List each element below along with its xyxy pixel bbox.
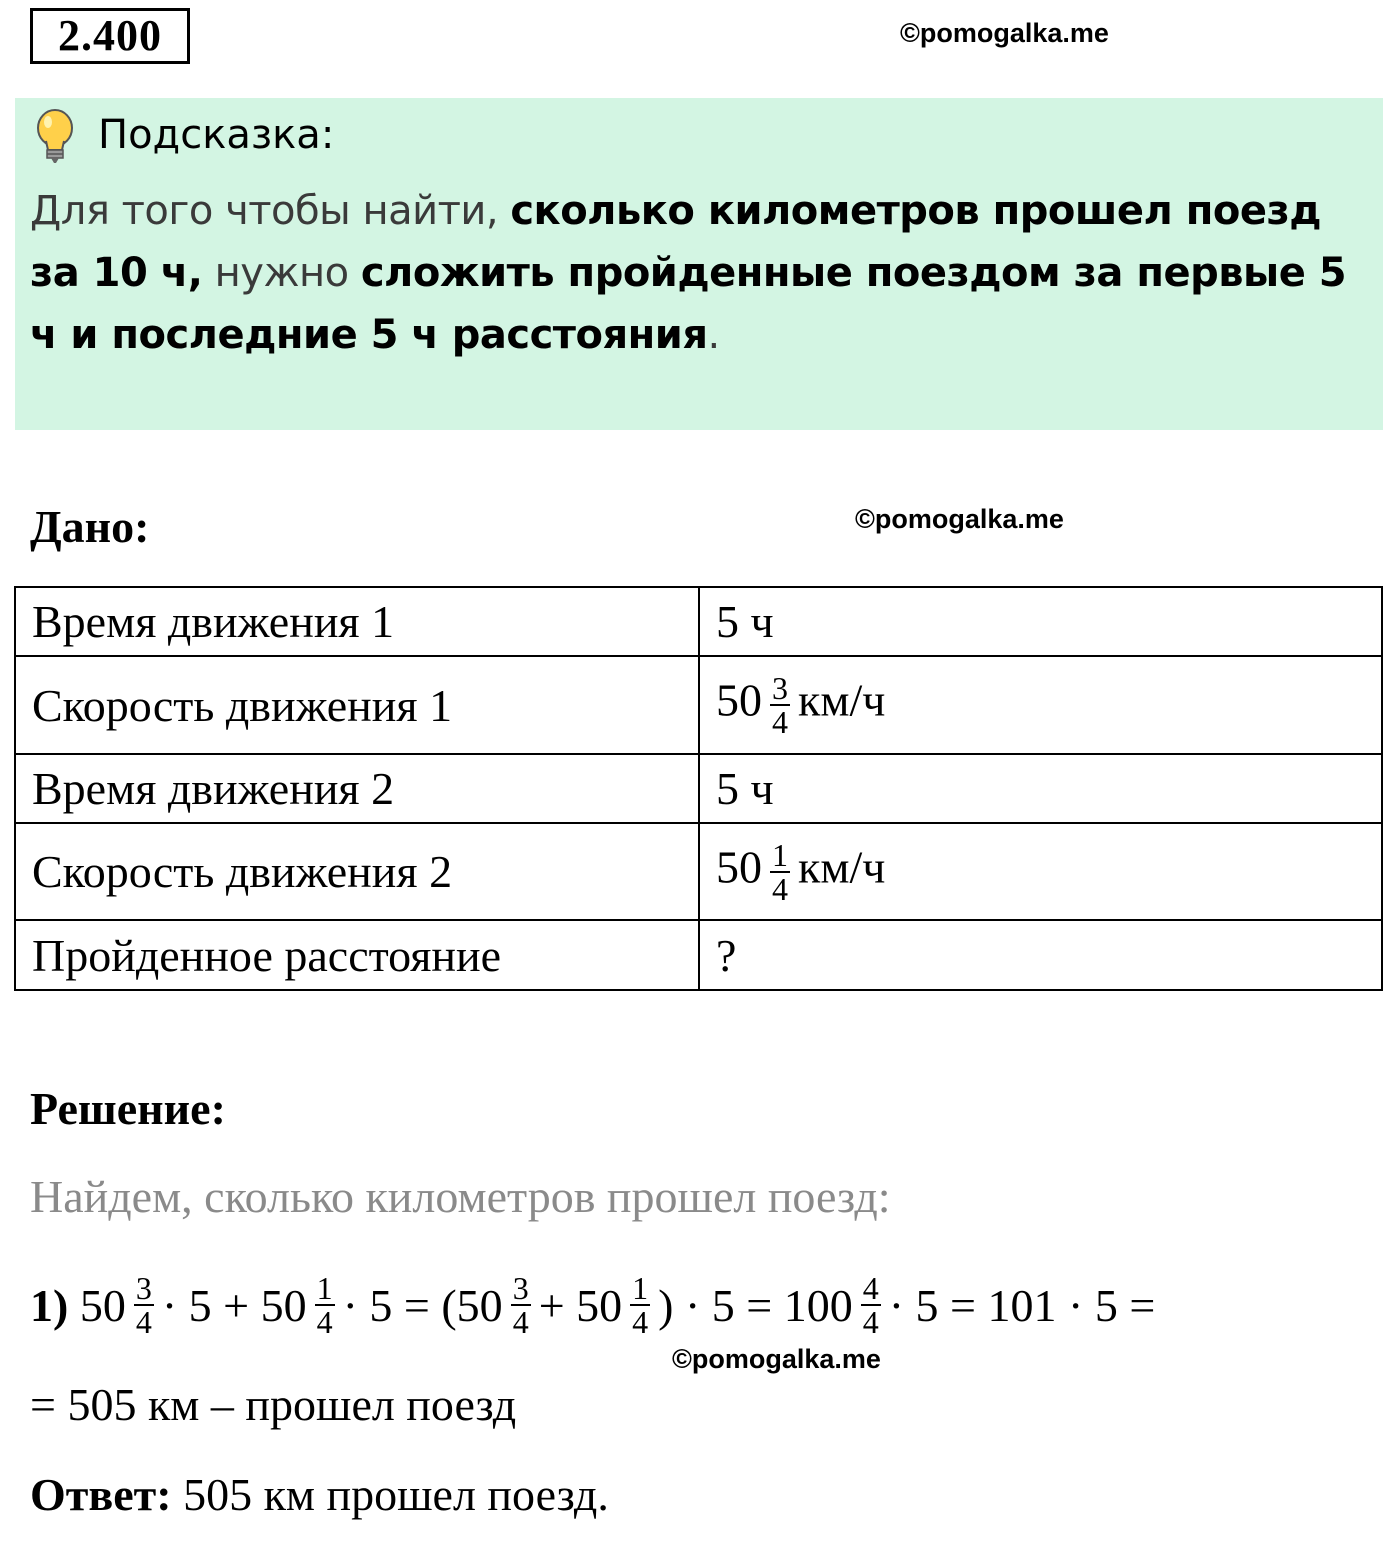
answer-text: 505 км прошел поезд. xyxy=(171,1469,609,1520)
fraction: $\frac{4}{4}$ xyxy=(862,1270,879,1340)
hint-part: Для того чтобы найти, xyxy=(30,188,511,234)
hint-part: . xyxy=(707,312,720,358)
answer-label: Ответ: xyxy=(30,1469,172,1520)
fraction: $\frac{1}{4}$ xyxy=(772,836,788,907)
given-table xyxy=(14,586,1383,991)
table-row xyxy=(15,587,1382,656)
given-label: Скорость движения 1 xyxy=(15,656,699,754)
solution-intro: Найдем, сколько километров прошел поезд: xyxy=(30,1171,891,1222)
hint-part: нужно xyxy=(202,250,361,296)
table-row xyxy=(15,656,1382,754)
fraction: $\frac{3}{4}$ xyxy=(772,670,788,740)
fraction: $\frac{3}{4}$ xyxy=(135,1270,152,1340)
given-value: 5 ч xyxy=(699,587,1382,656)
answer xyxy=(30,1468,609,1521)
solution-result: = 505 км – прошел поезд xyxy=(30,1379,517,1430)
fraction: $\frac{3}{4}$ xyxy=(512,1270,529,1340)
lightbulb-icon xyxy=(32,108,78,166)
given-value: 5 ч xyxy=(699,754,1382,823)
fraction: $\frac{1}{4}$ xyxy=(632,1270,649,1340)
table-row xyxy=(15,920,1382,990)
given-heading: Дано: xyxy=(30,501,150,552)
given-label: Скорость движения 2 xyxy=(15,823,699,920)
given-label: Пройденное расстояние xyxy=(15,920,699,990)
task-number: 2.400 xyxy=(30,8,190,64)
fraction: $\frac{1}{4}$ xyxy=(316,1270,333,1340)
given-value: 50 $\frac{3}{4}$ км/ч xyxy=(699,656,1382,754)
solution-equation: 1) 50 $\frac{3}{4}$ · 5 + 50 $\frac{1}{4}$ · 5 = (50 $\frac{3}{4}$ + 50 $\frac{1}{4}$ ) · 5 = 100 $\frac{4}{4}$ · 5 = 101 · 5 = xyxy=(30,1270,1156,1340)
hint-part-bold: сколько километров прошел поезд за 10 ч, xyxy=(30,188,1321,296)
hint-part-bold: сложить пройденные поездом за первые 5 ч и последние 5 ч расстояния xyxy=(30,250,1347,358)
table-row xyxy=(15,754,1382,823)
given-value: ? xyxy=(699,920,1382,990)
given-label: Время движения 1 xyxy=(15,587,699,656)
watermark-top: ©pomogalka.me xyxy=(900,18,1109,48)
given-value: 50 $\frac{1}{4}$ км/ч xyxy=(699,823,1382,920)
hint-text xyxy=(30,180,1370,366)
step-label: 1) xyxy=(30,1279,69,1331)
watermark-bottom: ©pomogalka.me xyxy=(672,1344,881,1374)
table-row xyxy=(15,823,1382,920)
given-label: Время движения 2 xyxy=(15,754,699,823)
watermark-middle: ©pomogalka.me xyxy=(855,504,1064,534)
solution-heading: Решение: xyxy=(30,1083,226,1134)
hint-title: Подсказка: xyxy=(98,112,335,158)
